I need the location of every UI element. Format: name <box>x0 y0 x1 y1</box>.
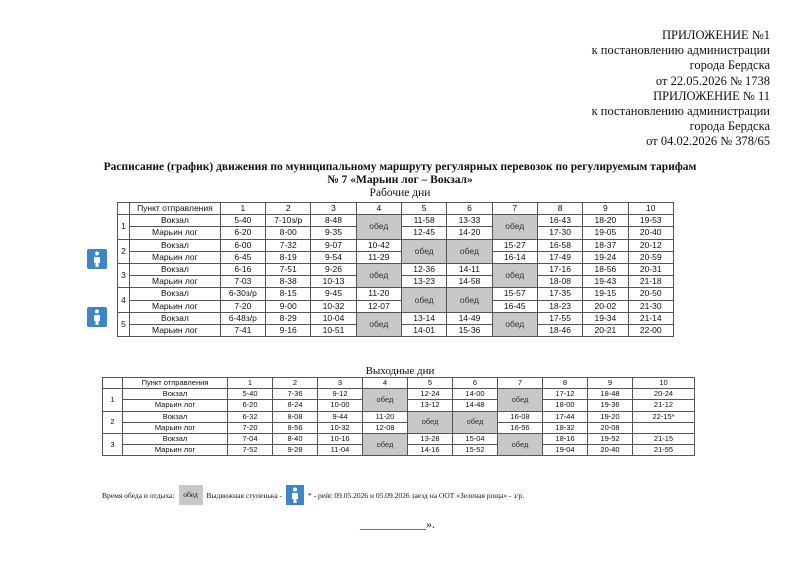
stop-name-cell: Марьин лог <box>123 400 228 411</box>
stop-name-cell: Вокзал <box>123 411 228 422</box>
table-header-row <box>118 203 674 215</box>
time-cell: 16-56 <box>498 422 543 433</box>
stop-name-cell: Марьин лог <box>123 422 228 433</box>
header-stop-cell: Пункт отправления <box>123 378 228 389</box>
time-cell: 18-00 <box>543 400 588 411</box>
time-cell: 19-53 <box>628 215 673 227</box>
appendix-line: ПРИЛОЖЕНИЕ №1 <box>661 28 770 42</box>
schedule-title: Расписание (график) движения по муниципальному маршруту регулярных перевозок по регулируемым тарифам <box>103 161 697 173</box>
time-cell: 5-40 <box>228 389 273 400</box>
time-cell: 19-20 <box>588 411 633 422</box>
time-cell: 15-04 <box>453 433 498 444</box>
lunch-cell: обед <box>492 263 537 287</box>
time-cell: 20-59 <box>628 251 673 263</box>
time-cell: 10-16 <box>318 433 363 444</box>
time-cell: 10-00 <box>318 400 363 411</box>
time-cell: 19-36 <box>588 400 633 411</box>
stop-name-cell: Вокзал <box>130 239 221 251</box>
stop-name-cell: Вокзал <box>123 389 228 400</box>
time-cell: 6-45 <box>220 251 265 263</box>
time-cell: 14-48 <box>453 400 498 411</box>
time-cell: 20-31 <box>628 263 673 275</box>
table-header-row <box>103 378 695 389</box>
header-column-cell: 2 <box>273 378 318 389</box>
legend-step-text: Выдвижная ступенька - <box>206 490 283 500</box>
header-column-cell: 6 <box>447 203 492 215</box>
stop-name-cell: Марьин лог <box>130 300 221 312</box>
lunch-cell: обед <box>498 389 543 411</box>
appendix-line: к постановлению администрации <box>591 104 770 119</box>
table-row <box>118 251 674 263</box>
time-cell: 8-08 <box>273 411 318 422</box>
time-cell: 19-34 <box>583 312 628 324</box>
time-cell: 9-45 <box>311 288 356 300</box>
time-cell: 8-00 <box>266 227 311 239</box>
lunch-cell: обед <box>492 312 537 336</box>
time-cell: 15-52 <box>453 445 498 456</box>
time-cell: 7-41 <box>220 324 265 336</box>
header-column-cell: 1 <box>228 378 273 389</box>
time-cell: 12-24 <box>408 389 453 400</box>
time-cell: 19-52 <box>588 433 633 444</box>
trip-number-cell: 1 <box>103 389 123 411</box>
header-column-cell: 8 <box>537 203 582 215</box>
time-cell: 9-00 <box>266 300 311 312</box>
trip-number-cell: 3 <box>103 433 123 455</box>
wheelchair-step-icon <box>87 249 107 269</box>
lunch-cell: обед <box>356 215 401 239</box>
time-cell: 14-58 <box>447 276 492 288</box>
table-row <box>118 288 674 300</box>
time-cell: 8-24 <box>273 400 318 411</box>
wheelchair-step-icon <box>286 485 304 505</box>
time-cell: 6-32 <box>228 411 273 422</box>
header-column-cell: 7 <box>498 378 543 389</box>
lunch-cell: обед <box>356 263 401 287</box>
appendix-line: от 04.02.2026 № 378/65 <box>646 134 770 149</box>
time-cell: 10-04 <box>311 312 356 324</box>
time-cell: 11-29 <box>356 251 401 263</box>
time-cell: 17-16 <box>537 263 582 275</box>
lunch-cell: обед <box>363 433 408 455</box>
stop-name-cell: Вокзал <box>123 433 228 444</box>
time-cell: 13-28 <box>408 433 453 444</box>
header-column-cell: 3 <box>318 378 363 389</box>
time-cell: 11-20 <box>356 288 401 300</box>
time-cell: 8-19 <box>266 251 311 263</box>
trip-number-cell: 4 <box>118 288 130 312</box>
header-column-cell: 5 <box>401 203 446 215</box>
time-cell: 17-12 <box>543 389 588 400</box>
time-cell: 6-30з/р <box>220 288 265 300</box>
time-cell: 7-51 <box>266 263 311 275</box>
time-cell: 22-15* <box>633 411 695 422</box>
time-cell: 12-07 <box>356 300 401 312</box>
time-cell: 14-11 <box>447 263 492 275</box>
appendix-line: города Бердска <box>689 58 770 73</box>
table-row <box>103 422 695 433</box>
time-cell: 7-32 <box>266 239 311 251</box>
table-row <box>118 239 674 251</box>
header-column-cell: 2 <box>266 203 311 215</box>
time-cell: 10-32 <box>318 422 363 433</box>
time-cell: 10-13 <box>311 276 356 288</box>
time-cell: 20-40 <box>588 445 633 456</box>
time-cell: 20-08 <box>588 422 633 433</box>
time-cell: 19-43 <box>583 276 628 288</box>
header-cell <box>103 378 123 389</box>
table-row <box>118 263 674 275</box>
time-cell: 8-56 <box>273 422 318 433</box>
time-cell: 14-16 <box>408 445 453 456</box>
time-cell: 17-44 <box>543 411 588 422</box>
time-cell: 21-18 <box>628 276 673 288</box>
lunch-cell: обед <box>498 433 543 455</box>
time-cell: 21-12 <box>633 400 695 411</box>
time-cell: 9-26 <box>311 263 356 275</box>
time-cell: 21-55 <box>633 445 695 456</box>
time-cell: 8-48 <box>311 215 356 227</box>
time-cell: 14-49 <box>447 312 492 324</box>
legend-note: * - рейс 09.05.2026 и 05.09.2026 заезд на ООТ «Зеленая роща» - з/р. <box>308 490 525 500</box>
time-cell: 21-30 <box>628 300 673 312</box>
stop-name-cell: Вокзал <box>130 215 221 227</box>
time-cell: 9-07 <box>311 239 356 251</box>
appendix-line: к постановлению администрации <box>591 43 770 58</box>
header-column-cell: 5 <box>408 378 453 389</box>
header-column-cell: 9 <box>583 203 628 215</box>
time-cell: 16-08 <box>498 411 543 422</box>
time-cell: 18-46 <box>537 324 582 336</box>
time-cell: 11-20 <box>363 411 408 422</box>
trip-number-cell: 1 <box>118 215 130 239</box>
time-cell: 21-15 <box>633 433 695 444</box>
time-cell: 13-23 <box>401 276 446 288</box>
lunch-cell: обед <box>453 411 498 433</box>
time-cell: 9-12 <box>318 389 363 400</box>
time-cell: 12-08 <box>363 422 408 433</box>
time-cell: 8-38 <box>266 276 311 288</box>
time-cell: 7-52 <box>228 445 273 456</box>
time-cell: 17-30 <box>537 227 582 239</box>
header-column-cell: 4 <box>363 378 408 389</box>
header-cell <box>118 203 130 215</box>
time-cell: 19-05 <box>583 227 628 239</box>
legend-lunch-sample: обед <box>179 485 203 505</box>
route-title: № 7 «Марьин лог – Вокзал» <box>327 174 473 186</box>
time-cell: 10-42 <box>356 239 401 251</box>
time-cell: 22-00 <box>628 324 673 336</box>
time-cell: 19-15 <box>583 288 628 300</box>
stop-name-cell: Марьин лог <box>130 251 221 263</box>
working-days-table <box>117 202 674 337</box>
signature-line: ___________». <box>360 517 435 531</box>
time-cell: 18-16 <box>543 433 588 444</box>
time-cell: 14-20 <box>447 227 492 239</box>
trip-number-cell: 3 <box>118 263 130 287</box>
time-cell: 7-20 <box>228 422 273 433</box>
header-column-cell: 7 <box>492 203 537 215</box>
time-cell: 15-27 <box>492 239 537 251</box>
time-cell: 13-14 <box>401 312 446 324</box>
trip-number-cell: 2 <box>118 239 130 263</box>
time-cell: 18-20 <box>583 215 628 227</box>
time-cell: 17-55 <box>537 312 582 324</box>
time-cell: 20-50 <box>628 288 673 300</box>
weekend-days-table <box>102 377 695 456</box>
lunch-cell: обед <box>356 312 401 336</box>
trip-number-cell: 2 <box>103 411 123 433</box>
time-cell: 6-20 <box>220 227 265 239</box>
time-cell: 9-35 <box>311 227 356 239</box>
time-cell: 17-49 <box>537 251 582 263</box>
time-cell: 20-21 <box>583 324 628 336</box>
time-cell: 17-35 <box>537 288 582 300</box>
stop-name-cell: Марьин лог <box>130 324 221 336</box>
legend <box>102 485 524 505</box>
time-cell: 7-03 <box>220 276 265 288</box>
stop-name-cell: Вокзал <box>130 263 221 275</box>
stop-name-cell: Марьин лог <box>123 445 228 456</box>
time-cell: 7-10з/р <box>266 215 311 227</box>
time-cell: 6-48з/р <box>220 312 265 324</box>
time-cell: 18-37 <box>583 239 628 251</box>
time-cell: 8-29 <box>266 312 311 324</box>
stop-name-cell: Вокзал <box>130 288 221 300</box>
time-cell: 14-00 <box>453 389 498 400</box>
time-cell: 13-12 <box>408 400 453 411</box>
time-cell: 19-24 <box>583 251 628 263</box>
time-cell: 5-40 <box>220 215 265 227</box>
time-cell: 9-44 <box>318 411 363 422</box>
time-cell: 18-48 <box>588 389 633 400</box>
working-days-label: Рабочие дни <box>369 187 431 199</box>
time-cell: 16-58 <box>537 239 582 251</box>
time-cell: 16-45 <box>492 300 537 312</box>
lunch-cell: обед <box>492 215 537 239</box>
time-cell: 20-02 <box>583 300 628 312</box>
trip-number-cell: 5 <box>118 312 130 336</box>
time-cell: 21-14 <box>628 312 673 324</box>
time-cell: 7-04 <box>228 433 273 444</box>
header-column-cell: 4 <box>356 203 401 215</box>
lunch-cell: обед <box>447 288 492 312</box>
time-cell: 15-57 <box>492 288 537 300</box>
time-cell: 9-54 <box>311 251 356 263</box>
table-row <box>103 389 695 400</box>
header-stop-cell: Пункт отправления <box>130 203 221 215</box>
header-column-cell: 3 <box>311 203 356 215</box>
time-cell: 9-16 <box>266 324 311 336</box>
time-cell: 20-40 <box>628 227 673 239</box>
appendix-line: города Бердска <box>689 119 770 134</box>
weekend-days-label: Выходные дни <box>365 365 435 377</box>
time-cell: 19-04 <box>543 445 588 456</box>
time-cell: 13-33 <box>447 215 492 227</box>
time-cell: 14-01 <box>401 324 446 336</box>
time-cell: 18-56 <box>583 263 628 275</box>
header-column-cell: 9 <box>588 378 633 389</box>
time-cell: 16-43 <box>537 215 582 227</box>
appendix-line: от 22.05.2026 № 1738 <box>655 73 770 88</box>
time-cell: 6-20 <box>228 400 273 411</box>
time-cell: 18-23 <box>537 300 582 312</box>
appendix-line: ПРИЛОЖЕНИЕ № 11 <box>653 88 770 103</box>
table-row <box>118 312 674 324</box>
time-cell: 12-45 <box>401 227 446 239</box>
header-column-cell: 10 <box>633 378 695 389</box>
table-row <box>118 300 674 312</box>
time-cell: 11-04 <box>318 445 363 456</box>
time-cell: 20-12 <box>628 239 673 251</box>
time-cell: 11-58 <box>401 215 446 227</box>
header-column-cell: 8 <box>543 378 588 389</box>
appendix-block <box>592 28 770 150</box>
time-cell: 7-20 <box>220 300 265 312</box>
time-cell: 6-16 <box>220 263 265 275</box>
table-row <box>118 215 674 227</box>
table-row <box>103 433 695 444</box>
lunch-cell: обед <box>408 411 453 433</box>
time-cell: 7-36 <box>273 389 318 400</box>
header-column-cell: 6 <box>453 378 498 389</box>
time-cell: 8-15 <box>266 288 311 300</box>
table-row <box>103 411 695 422</box>
stop-name-cell: Вокзал <box>130 312 221 324</box>
time-cell <box>633 422 695 433</box>
wheelchair-step-icon <box>87 307 107 327</box>
header-column-cell: 10 <box>628 203 673 215</box>
time-cell: 8-40 <box>273 433 318 444</box>
time-cell: 6-00 <box>220 239 265 251</box>
time-cell: 16-14 <box>492 251 537 263</box>
lunch-cell: обед <box>363 389 408 411</box>
lunch-cell: обед <box>401 288 446 312</box>
time-cell: 20-24 <box>633 389 695 400</box>
time-cell: 10-51 <box>311 324 356 336</box>
time-cell: 12-36 <box>401 263 446 275</box>
header-column-cell: 1 <box>220 203 265 215</box>
time-cell: 18-32 <box>543 422 588 433</box>
time-cell: 15-36 <box>447 324 492 336</box>
lunch-cell: обед <box>447 239 492 263</box>
legend-lunch-text: Время обеда и отдыха: <box>102 490 175 500</box>
stop-name-cell: Марьин лог <box>130 276 221 288</box>
time-cell: 18-08 <box>537 276 582 288</box>
time-cell: 9-28 <box>273 445 318 456</box>
stop-name-cell: Марьин лог <box>130 227 221 239</box>
time-cell: 10-32 <box>311 300 356 312</box>
lunch-cell: обед <box>401 239 446 263</box>
